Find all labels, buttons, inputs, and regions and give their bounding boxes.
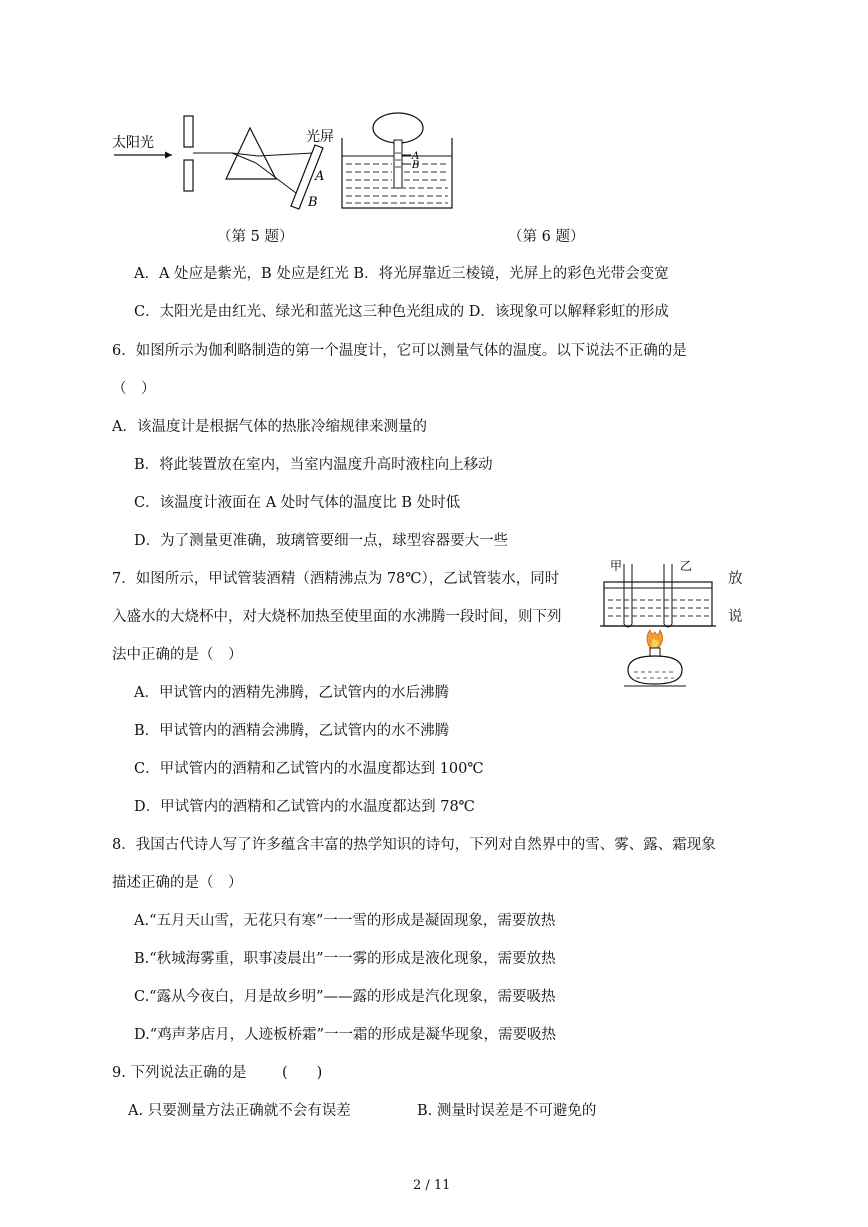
q7-option-c: C．甲试管内的酒精和乙试管内的水温度都达到 100℃ (134, 761, 484, 777)
page-number: 2 / 11 (413, 1178, 451, 1193)
q7-option-b: B．甲试管内的酒精会沸腾，乙试管内的水不沸腾 (134, 723, 450, 739)
figure-5-caption: （第 5 题） (217, 229, 294, 245)
q6-answer-blank: （ ） (112, 381, 156, 397)
q8-option-d: D.“鸡声茅店月，人迹板桥霜”一一霜的形成是凝华现象，需要吸热 (134, 1027, 557, 1043)
q7-stem-line2: 入盛水的大烧杯中，对大烧杯加热至使里面的水沸腾一段时间，则下列 (112, 609, 562, 625)
q9-stem: 9. 下列说法正确的是 (112, 1065, 247, 1081)
q7-option-d: D．甲试管内的酒精和乙试管内的水温度都达到 78℃ (134, 799, 475, 815)
point-a-mark: A (412, 151, 420, 162)
q7-stem-line3: 法中正确的是（ ） (112, 647, 243, 663)
q5-options-ab: A．A 处应是紫光，B 处应是红光 B．将光屏靠近三棱镜，光屏上的彩色光带会变宽 (134, 266, 669, 282)
q9-answer-blank: ( ) (282, 1065, 323, 1081)
q7-stem-line1: 7．如图所示，甲试管装酒精（酒精沸点为 78℃），乙试管装水，同时 (112, 571, 560, 587)
point-b-mark: B (412, 160, 420, 171)
q6-stem: 6．如图所示为伽利略制造的第一个温度计，它可以测量气体的温度。以下说法不正确的是 (112, 343, 687, 359)
tube-yi-label: 乙 (680, 559, 693, 573)
point-a-label: A (315, 169, 325, 184)
q8-option-a: A.“五月天山雪，无花只有寒”一一雪的形成是凝固现象，需要放热 (134, 913, 556, 929)
q8-option-c: C.“露从今夜白，月是故乡明”——露的形成是汽化现象，需要吸热 (134, 989, 556, 1005)
screen-label: 光屏 (306, 129, 334, 145)
tube-jia-label: 甲 (610, 559, 623, 573)
q7-option-a: A．甲试管内的酒精先沸腾，乙试管内的水后沸腾 (134, 685, 449, 701)
figure-5-prism (110, 108, 340, 213)
q9-option-a: A. 只要测量方法正确就不会有误差 (128, 1103, 351, 1119)
q6-option-c: C．该温度计液面在 A 处时气体的温度比 B 处时低 (134, 495, 461, 511)
boiling-diagram (600, 556, 720, 691)
point-b-label: B (308, 195, 318, 210)
thermometer-diagram (338, 108, 458, 212)
q7-stem-line2-end: 说 (728, 609, 743, 625)
q8-option-b: B.“秋城海雾重，职事凌晨出”一一雾的形成是液化现象，需要放热 (134, 951, 556, 967)
q8-stem-line1: 8．我国古代诗人写了许多蕴含丰富的热学知识的诗句，下列对自然界中的雪、雾、露、霜现象 (112, 837, 716, 853)
q6-option-d: D．为了测量更准确，玻璃管要细一点，球型容器要大一些 (134, 533, 509, 549)
q5-options-cd: C．太阳光是由红光、绿光和蓝光这三种色光组成的 D．该现象可以解释彩虹的形成 (134, 304, 669, 320)
q7-stem-line1-end: 放 (728, 571, 743, 587)
figure-7-boiling (600, 556, 720, 691)
figure-6-thermometer (338, 108, 458, 212)
q6-option-b: B．将此装置放在室内，当室内温度升高时液柱向上移动 (134, 457, 493, 473)
q9-option-b: B. 测量时误差是不可避免的 (417, 1103, 597, 1119)
q8-stem-line2: 描述正确的是（ ） (112, 875, 243, 891)
prism-diagram (110, 108, 340, 213)
q6-option-a: A．该温度计是根据气体的热胀冷缩规律来测量的 (112, 419, 427, 435)
figure-6-caption: （第 6 题） (508, 229, 585, 245)
sun-label: 太阳光 (112, 135, 154, 151)
